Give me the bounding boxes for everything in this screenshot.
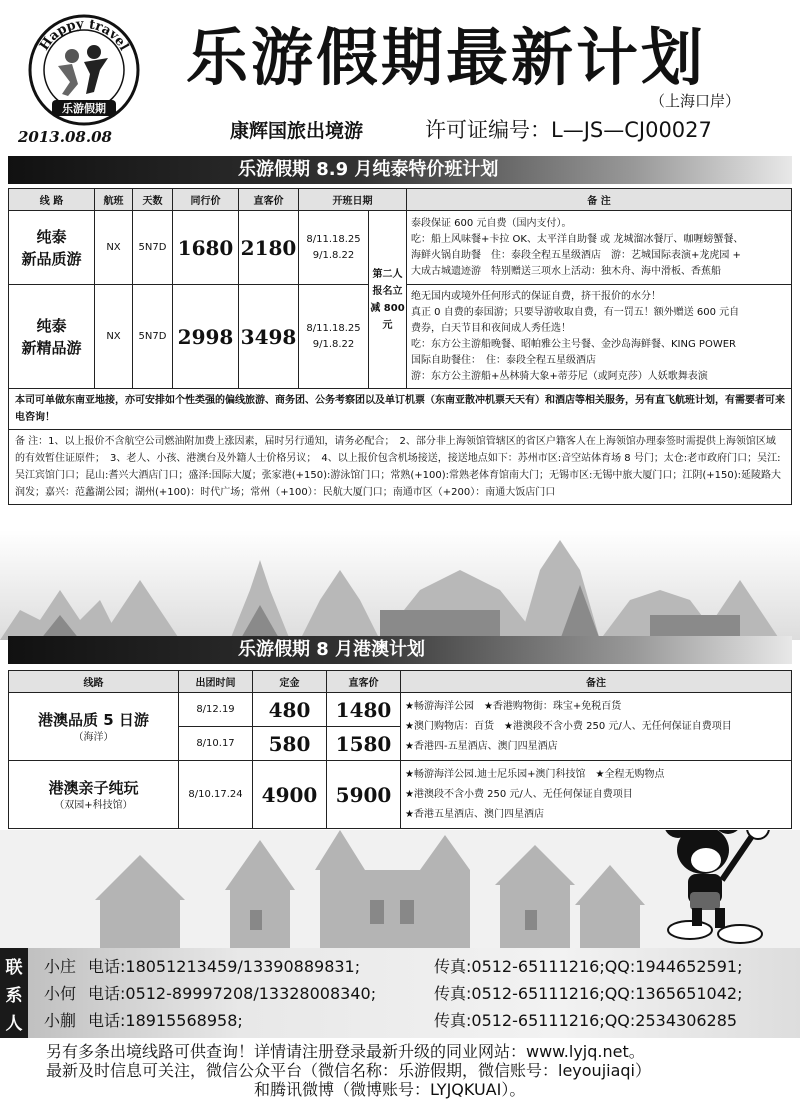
route-name: 港澳亲子纯玩 （双园+科技馆） (9, 761, 179, 829)
route-name: 港澳品质 5 日游 （海洋） (9, 693, 179, 761)
svg-text:Happy travel: Happy travel (36, 16, 132, 54)
contact-phone[interactable]: 电话:18915568958; (88, 1011, 243, 1030)
deposit: 580 (253, 727, 327, 761)
contact-fax-qq[interactable]: 传真:0512-65111216;QQ:1365651042; (434, 984, 743, 1003)
temple-skyline-image (0, 530, 800, 640)
peer-price: 1680 (173, 211, 239, 285)
table-header-row (9, 671, 792, 693)
table-row (9, 211, 792, 285)
flight: NX (95, 285, 133, 389)
departure-date: 8/10.17 (179, 727, 253, 761)
departure-dates: 8/11.18.25 9/1.8.22 (299, 285, 369, 389)
hk-plan-banner: 乐游假期 8 月港澳计划 (8, 636, 792, 664)
castle-scene-image (0, 830, 800, 948)
departure-date: 8/10.17.24 (179, 761, 253, 829)
svg-text:乐游假期: 乐游假期 (62, 102, 106, 115)
col-dates: 开班日期 (299, 189, 407, 211)
col-notes: 备注 (401, 671, 792, 693)
contact-fax-qq[interactable]: 传真:0512-65111216;QQ:2534306285 (434, 1011, 738, 1030)
col-flight: 航班 (95, 189, 133, 211)
license-number: 许可证编号：L—JS—CJ00027 (425, 118, 712, 142)
col-route: 线路 (9, 671, 179, 693)
col-deposit: 定金 (253, 671, 327, 693)
route-notes: 泰段保证 600 元自费（国内支付）。 吃：船上风味餐+卡拉 OK、太平洋自助餐 或 龙城溜冰餐厅、咖喱螃蟹餐、 海鲜火锅自助餐 住：泰段全程五星级酒店 游：艺城国际表演+龙虎园 + 大成古城遗迹游 特别赠送三项水上活动：独木舟、海中滑板、香蕉船 (407, 211, 792, 285)
contact-name: 小何 (44, 984, 77, 1003)
contact-phone[interactable]: 电话:18051213459/13390889831; (88, 957, 361, 976)
second-person-discount: 第二人 报名立 减 800 元 (369, 211, 407, 389)
departure-dates: 8/11.18.25 9/1.8.22 (299, 211, 369, 285)
col-route: 线 路 (9, 189, 95, 211)
direct-price: 3498 (239, 285, 299, 389)
table-header-row (9, 189, 792, 211)
service-note-row (9, 389, 792, 430)
footer-weibo-line: 和腾讯微博（微博账号：LYJQKUAI）。 (254, 1080, 526, 1099)
direct-price: 1480 (327, 693, 401, 727)
col-price: 直客价 (327, 671, 401, 693)
days: 5N7D (133, 211, 173, 285)
col-days: 天数 (133, 189, 173, 211)
direct-price: 1580 (327, 727, 401, 761)
days: 5N7D (133, 285, 173, 389)
route-notes: 绝无国内或境外任何形式的保证自费，挤干报价的水分！ 真正 0 自费的泰国游；只要导游收取自费，有一罚五！额外赠送 600 元自 费券，白天节目和夜间成人秀任选！ 吃：东方公主游船晚餐、昭帕雅公主号餐、金沙岛海鲜餐、KING POWER 国际自助餐住： 住：泰段全程五星级酒店 游：东方公主游船+丛林骑大象+蒂芬尼（或阿克莎）人妖歌舞表演 (407, 285, 792, 389)
footer-website-line: 另有多条出境线路可供查询！详情请注册登录最新升级的同业网站：www.lyjq.net。 (46, 1042, 645, 1061)
contact-name: 小庄 (44, 957, 77, 976)
footer (0, 1042, 800, 1099)
direct-price: 2180 (239, 211, 299, 285)
table-row (9, 761, 792, 829)
col-notes: 备 注 (407, 189, 792, 211)
col-direct-price: 直客价 (239, 189, 299, 211)
route-name: 纯泰 新精品游 (9, 285, 95, 389)
thai-plan-banner: 乐游假期 8.9 月纯泰特价班计划 (8, 156, 792, 184)
deposit: 480 (253, 693, 327, 727)
table-row (9, 693, 792, 727)
departure-date: 8/12.19 (179, 693, 253, 727)
col-peer-price: 同行价 (173, 189, 239, 211)
col-departure: 出团时间 (179, 671, 253, 693)
logo-date: 2013.08.08 (18, 128, 112, 146)
port-label: （上海口岸） (650, 92, 741, 110)
contacts-tag: 联 系 人 (0, 948, 28, 1038)
remarks: 备 注：1、以上报价不含航空公司燃油附加费上涨因素，届时另行通知，请务必配合； 2、部分非上海领馆管辖区的省区户籍客人在上海领馆办理泰签时需提供上海领馆区域的有效暂住证原件； 3、老人、小孩、港澳台及外籍人士价格另议； 4、以上报价包含机场接送，接送地点如下：苏州市区:音空站体育场 8 号门；太仓:老市政府门口；吴江:吴江宾馆门口；昆山:耆兴大酒店门口；盛泽:国际大厦；张家港(+150):游泳馆门口；常熟(+100):常熟老体育馆南大门；无锡市区:无锡中旅大厦门口；江阴(+150):延陵路大润发；嘉兴：范蠡湖公园；湖州(+100)：时代广场；常州（+100）：民航大厦门口；南通市区（+200）：南通大饭店门口 (9, 430, 792, 505)
header (0, 0, 800, 148)
service-note: 本司可单做东南亚地接，亦可安排如个性类强的偏线旅游、商务团、公务考察团以及单订机票（东南亚散冲机票天天有）和酒店等相关服务，另有直飞航班计划，有需要者可来电咨询！ (9, 389, 792, 430)
thai-plan-table (8, 188, 792, 505)
page-title: 乐游假期最新计划 (186, 21, 707, 94)
route-name: 纯泰 新品质游 (9, 211, 95, 285)
contact-name: 小蒯 (44, 1011, 77, 1030)
route-notes: ★畅游海洋公园.迪士尼乐园+澳门科技馆 ★全程无购物点 ★港澳段不含小费 250 元/人、无任何保证自费项目 ★香港五星酒店、澳门四星酒店 (401, 761, 792, 829)
footer-wechat-line: 最新及时信息可关注，微信公众平台（微信名称：乐游假期，微信账号：leyoujiaqi） (46, 1061, 651, 1080)
contacts-panel (0, 948, 800, 1038)
deposit: 4900 (253, 761, 327, 829)
remarks-row (9, 430, 792, 505)
contact-fax-qq[interactable]: 传真:0512-65111216;QQ:1944652591; (434, 957, 743, 976)
peer-price: 2998 (173, 285, 239, 389)
route-notes: ★畅游海洋公园 ★香港购物街：珠宝+免税百货 ★澳门购物店：百货 ★港澳段不含小费 250 元/人、无任何保证自费项目 ★香港四-五星酒店、澳门四星酒店 (401, 693, 792, 761)
agency-name: 康辉国旅出境游 (230, 120, 364, 142)
contact-phone[interactable]: 电话:0512-89997208/13328008340; (88, 984, 377, 1003)
direct-price: 5900 (327, 761, 401, 829)
hk-plan-table (8, 670, 792, 829)
happy-travel-logo (28, 14, 140, 126)
flight: NX (95, 211, 133, 285)
